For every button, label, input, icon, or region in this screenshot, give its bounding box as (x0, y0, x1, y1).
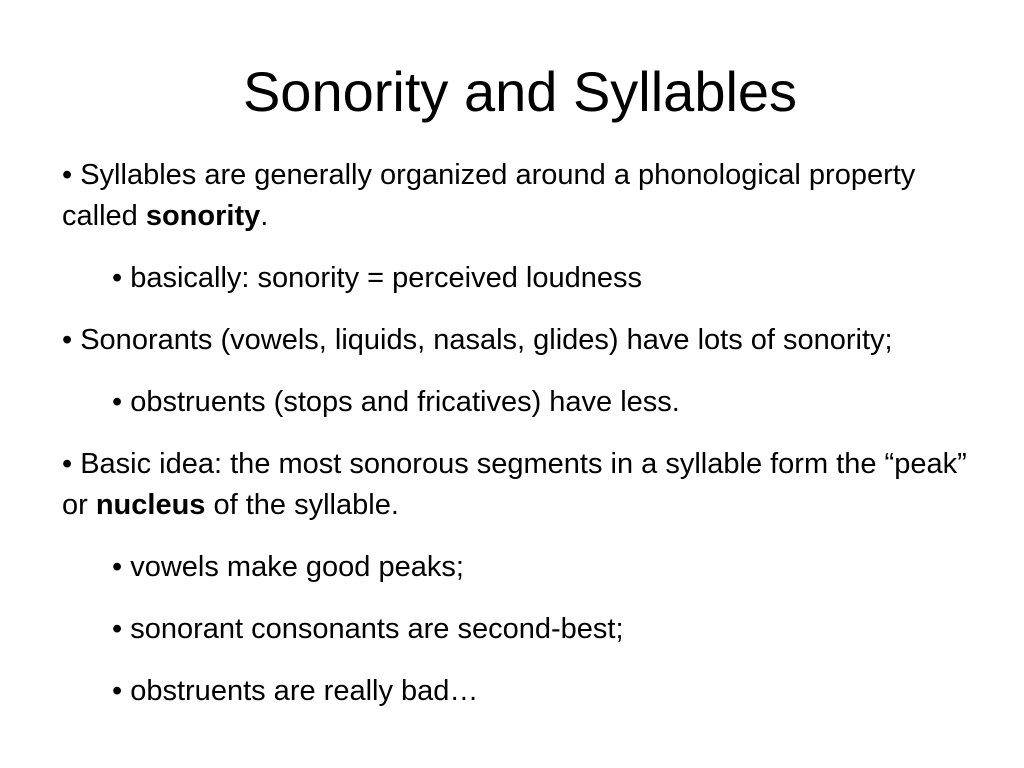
sub-bullet-vowels (62, 547, 992, 588)
bold-term-sonority: sonority (145, 200, 261, 232)
bullet-text: basically: sonority = perceived loudness (122, 262, 643, 294)
bullet-text-end: . (260, 200, 269, 232)
bullet-marker: • (62, 159, 73, 191)
bullet-text: Basic idea: the most sonorous segments in a syllable form the “peak” or (62, 448, 967, 521)
bullet-marker: • (112, 551, 123, 583)
slide-title: Sonority and Syllables (242, 60, 798, 123)
bullet-marker: • (62, 448, 73, 480)
bullet-text: vowels make good peaks; (122, 551, 464, 583)
sub-bullet-obstruents (62, 382, 992, 423)
slide-body (62, 155, 992, 733)
sub-bullet-obstruents-bad (62, 671, 992, 712)
bullet-marker: • (62, 324, 73, 356)
sub-bullet-sonorant-consonants (62, 609, 992, 650)
bullet-marker: • (112, 262, 123, 294)
sub-bullet-sonority-definition (62, 258, 992, 299)
bullet-marker: • (112, 613, 123, 645)
bullet-marker: • (112, 675, 123, 707)
bullet-text-end: of the syllable. (205, 489, 399, 521)
bullet-text: Sonorants (vowels, liquids, nasals, glides) have lots of sonority; (72, 324, 893, 356)
bullet-text: obstruents (stops and fricatives) have less. (122, 386, 680, 418)
bullet-marker: • (112, 386, 123, 418)
bullet-text: sonorant consonants are second-best; (122, 613, 624, 645)
bullet-basic-idea (62, 444, 992, 526)
bullet-sonorants (62, 320, 992, 361)
bold-term-nucleus: nucleus (95, 489, 206, 521)
bullet-text: obstruents are really bad… (122, 675, 479, 707)
bullet-text: Syllables are generally organized around a phonological property called (62, 159, 916, 232)
bullet-syllables-organized (62, 155, 992, 237)
